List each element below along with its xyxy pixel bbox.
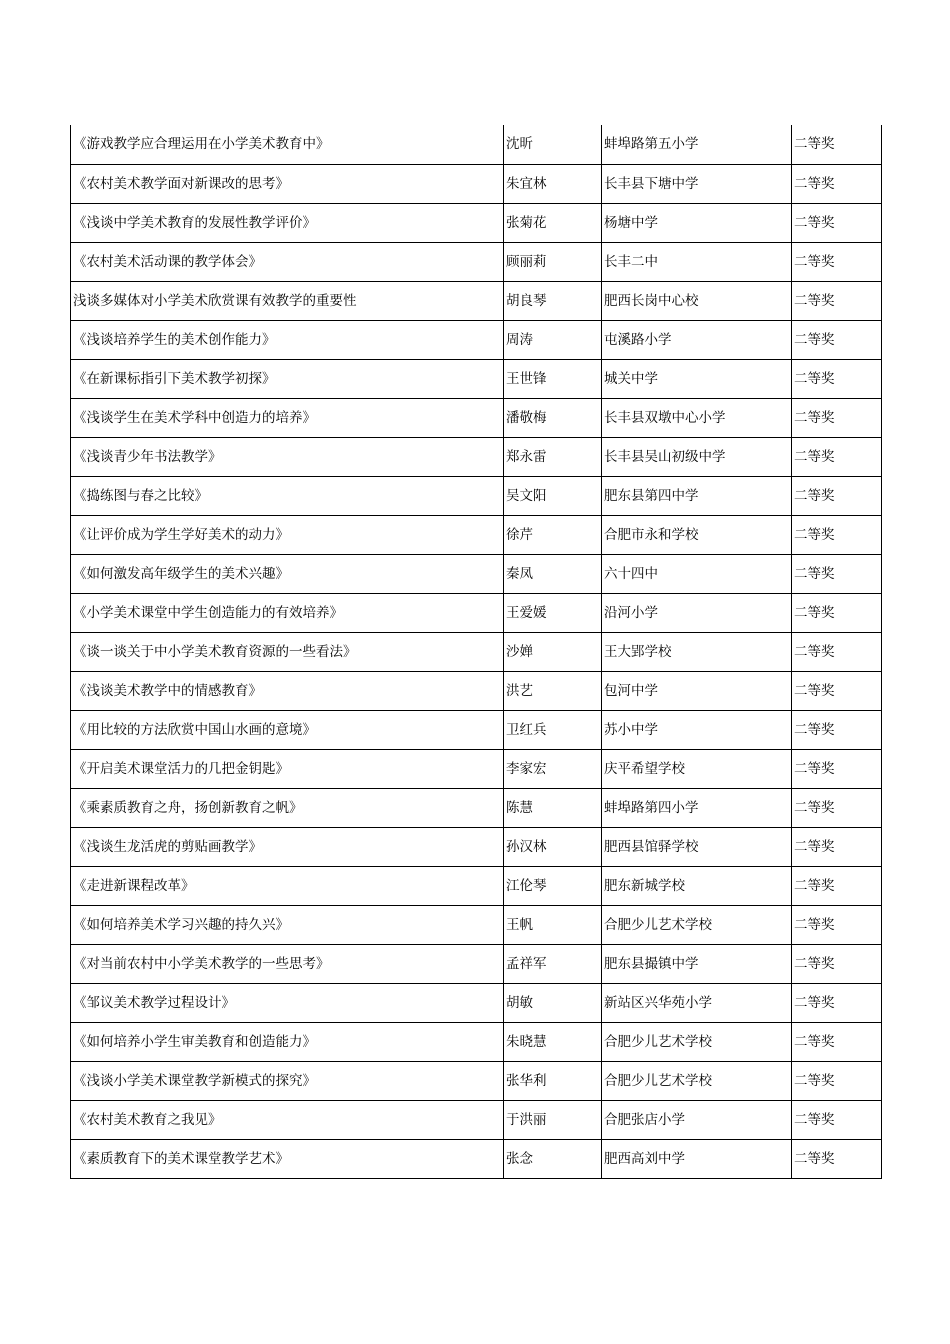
award-cell: 二等奖 — [792, 281, 882, 320]
award-cell: 二等奖 — [792, 632, 882, 671]
school-cell: 沿河小学 — [602, 593, 792, 632]
author-cell: 王世锋 — [504, 359, 602, 398]
award-cell: 二等奖 — [792, 827, 882, 866]
author-cell: 张华利 — [504, 1061, 602, 1100]
school-cell: 肥西高刘中学 — [602, 1139, 792, 1178]
table-row — [71, 788, 882, 827]
author-cell: 张菊花 — [504, 203, 602, 242]
author-cell: 周涛 — [504, 320, 602, 359]
paper-title-cell: 浅谈多媒体对小学美术欣赏课有效教学的重要性 — [71, 281, 504, 320]
paper-title-cell: 《农村美术教学面对新课改的思考》 — [71, 164, 504, 203]
table-row — [71, 359, 882, 398]
award-cell: 二等奖 — [792, 554, 882, 593]
table-row — [71, 1100, 882, 1139]
author-cell: 洪艺 — [504, 671, 602, 710]
author-cell: 朱晓慧 — [504, 1022, 602, 1061]
award-cell: 二等奖 — [792, 866, 882, 905]
table-row — [71, 437, 882, 476]
paper-title-cell: 《开启美术课堂活力的几把金钥匙》 — [71, 749, 504, 788]
award-cell: 二等奖 — [792, 593, 882, 632]
award-cell: 二等奖 — [792, 476, 882, 515]
award-cell: 二等奖 — [792, 788, 882, 827]
award-cell: 二等奖 — [792, 710, 882, 749]
author-cell: 张念 — [504, 1139, 602, 1178]
paper-title-cell: 《农村美术活动课的教学体会》 — [71, 242, 504, 281]
award-cell: 二等奖 — [792, 125, 882, 164]
table-row — [71, 632, 882, 671]
award-cell: 二等奖 — [792, 203, 882, 242]
school-cell: 蚌埠路第五小学 — [602, 125, 792, 164]
table-row — [71, 203, 882, 242]
school-cell: 庆平希望学校 — [602, 749, 792, 788]
award-cell: 二等奖 — [792, 983, 882, 1022]
paper-title-cell: 《游戏教学应合理运用在小学美术教育中》 — [71, 125, 504, 164]
table-row — [71, 983, 882, 1022]
award-cell: 二等奖 — [792, 1022, 882, 1061]
school-cell: 长丰县双墩中心小学 — [602, 398, 792, 437]
school-cell: 合肥少儿艺术学校 — [602, 1022, 792, 1061]
school-cell: 六十四中 — [602, 554, 792, 593]
author-cell: 胡良琴 — [504, 281, 602, 320]
table-row — [71, 827, 882, 866]
paper-title-cell: 《在新课标指引下美术教学初探》 — [71, 359, 504, 398]
paper-title-cell: 《浅谈青少年书法教学》 — [71, 437, 504, 476]
author-cell: 朱宜林 — [504, 164, 602, 203]
school-cell: 杨塘中学 — [602, 203, 792, 242]
author-cell: 王帆 — [504, 905, 602, 944]
award-cell: 二等奖 — [792, 944, 882, 983]
paper-title-cell: 《素质教育下的美术课堂教学艺术》 — [71, 1139, 504, 1178]
table-row — [71, 671, 882, 710]
school-cell: 长丰二中 — [602, 242, 792, 281]
paper-title-cell: 《浅谈学生在美术学科中创造力的培养》 — [71, 398, 504, 437]
author-cell: 卫红兵 — [504, 710, 602, 749]
award-cell: 二等奖 — [792, 905, 882, 944]
author-cell: 王爱媛 — [504, 593, 602, 632]
author-cell: 徐芹 — [504, 515, 602, 554]
table-row — [71, 1139, 882, 1178]
paper-title-cell: 《对当前农村中小学美术教学的一些思考》 — [71, 944, 504, 983]
school-cell: 长丰县下塘中学 — [602, 164, 792, 203]
table-row — [71, 866, 882, 905]
table-row — [71, 476, 882, 515]
paper-title-cell: 《让评价成为学生学好美术的动力》 — [71, 515, 504, 554]
table-row — [71, 944, 882, 983]
author-cell: 孟祥军 — [504, 944, 602, 983]
award-cell: 二等奖 — [792, 398, 882, 437]
school-cell: 肥东县撮镇中学 — [602, 944, 792, 983]
paper-title-cell: 《走进新课程改革》 — [71, 866, 504, 905]
school-cell: 蚌埠路第四小学 — [602, 788, 792, 827]
award-cell: 二等奖 — [792, 1100, 882, 1139]
school-cell: 长丰县吴山初级中学 — [602, 437, 792, 476]
author-cell: 沈昕 — [504, 125, 602, 164]
school-cell: 屯溪路小学 — [602, 320, 792, 359]
author-cell: 李家宏 — [504, 749, 602, 788]
paper-title-cell: 《浅谈培养学生的美术创作能力》 — [71, 320, 504, 359]
school-cell: 合肥市永和学校 — [602, 515, 792, 554]
paper-title-cell: 《如何培养小学生审美教育和创造能力》 — [71, 1022, 504, 1061]
school-cell: 肥东新城学校 — [602, 866, 792, 905]
author-cell: 沙婵 — [504, 632, 602, 671]
author-cell: 顾丽莉 — [504, 242, 602, 281]
table-row — [71, 710, 882, 749]
award-cell: 二等奖 — [792, 359, 882, 398]
author-cell: 吴文阳 — [504, 476, 602, 515]
award-cell: 二等奖 — [792, 1061, 882, 1100]
school-cell: 苏小中学 — [602, 710, 792, 749]
table-row — [71, 320, 882, 359]
paper-title-cell: 《捣练图与春之比较》 — [71, 476, 504, 515]
author-cell: 陈慧 — [504, 788, 602, 827]
table-row — [71, 554, 882, 593]
author-cell: 孙汉林 — [504, 827, 602, 866]
school-cell: 合肥少儿艺术学校 — [602, 905, 792, 944]
author-cell: 潘敬梅 — [504, 398, 602, 437]
school-cell: 肥西县馆驿学校 — [602, 827, 792, 866]
school-cell: 新站区兴华苑小学 — [602, 983, 792, 1022]
award-cell: 二等奖 — [792, 515, 882, 554]
table-row — [71, 164, 882, 203]
table-row — [71, 1061, 882, 1100]
table-row — [71, 515, 882, 554]
paper-title-cell: 《浅谈生龙活虎的剪贴画教学》 — [71, 827, 504, 866]
award-cell: 二等奖 — [792, 749, 882, 788]
table-row — [71, 749, 882, 788]
school-cell: 肥西长岗中心校 — [602, 281, 792, 320]
author-cell: 江伦琴 — [504, 866, 602, 905]
table-row — [71, 1022, 882, 1061]
school-cell: 王大郢学校 — [602, 632, 792, 671]
table-row — [71, 281, 882, 320]
school-cell: 合肥少儿艺术学校 — [602, 1061, 792, 1100]
school-cell: 城关中学 — [602, 359, 792, 398]
paper-title-cell: 《乘素质教育之舟，扬创新教育之帆》 — [71, 788, 504, 827]
school-cell: 合肥张店小学 — [602, 1100, 792, 1139]
table-row — [71, 125, 882, 164]
award-cell: 二等奖 — [792, 164, 882, 203]
paper-title-cell: 《谈一谈关于中小学美术教育资源的一些看法》 — [71, 632, 504, 671]
author-cell: 郑永雷 — [504, 437, 602, 476]
award-cell: 二等奖 — [792, 437, 882, 476]
table-row — [71, 242, 882, 281]
award-table — [70, 125, 882, 1179]
school-cell: 包河中学 — [602, 671, 792, 710]
award-cell: 二等奖 — [792, 671, 882, 710]
paper-title-cell: 《浅谈小学美术课堂教学新模式的探究》 — [71, 1061, 504, 1100]
paper-title-cell: 《浅谈中学美术教育的发展性教学评价》 — [71, 203, 504, 242]
paper-title-cell: 《小学美术课堂中学生创造能力的有效培养》 — [71, 593, 504, 632]
table-row — [71, 593, 882, 632]
award-cell: 二等奖 — [792, 242, 882, 281]
author-cell: 胡敏 — [504, 983, 602, 1022]
paper-title-cell: 《如何激发高年级学生的美术兴趣》 — [71, 554, 504, 593]
award-rows — [71, 125, 882, 1178]
school-cell: 肥东县第四中学 — [602, 476, 792, 515]
paper-title-cell: 《用比较的方法欣赏中国山水画的意境》 — [71, 710, 504, 749]
author-cell: 于洪丽 — [504, 1100, 602, 1139]
author-cell: 秦凤 — [504, 554, 602, 593]
table-row — [71, 905, 882, 944]
paper-title-cell: 《农村美术教育之我见》 — [71, 1100, 504, 1139]
award-cell: 二等奖 — [792, 1139, 882, 1178]
paper-title-cell: 《如何培养美术学习兴趣的持久兴》 — [71, 905, 504, 944]
award-cell: 二等奖 — [792, 320, 882, 359]
paper-title-cell: 《浅谈美术教学中的情感教育》 — [71, 671, 504, 710]
table-row — [71, 398, 882, 437]
paper-title-cell: 《邹议美术教学过程设计》 — [71, 983, 504, 1022]
